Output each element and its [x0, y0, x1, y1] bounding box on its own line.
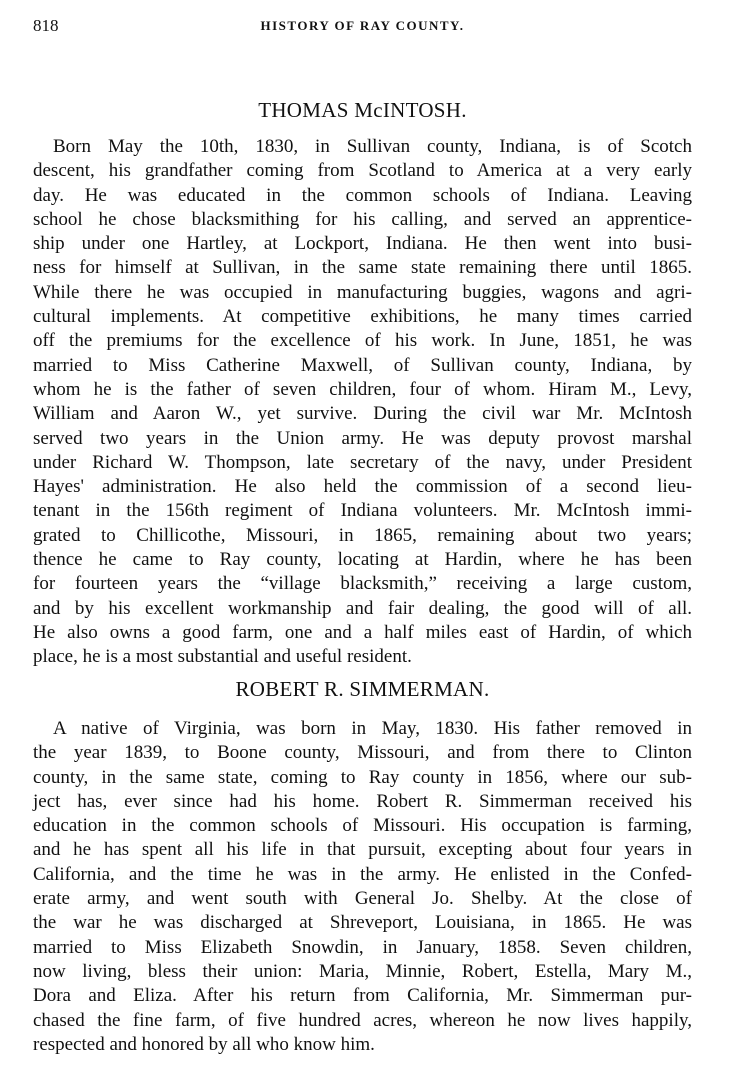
text-line: erate army, and went south with General Jo. Shelby. At the close of: [33, 888, 692, 910]
text-line: Born May the 10th, 1830, in Sullivan county, Indiana, is of Scotch: [53, 136, 692, 157]
text-line: thence he came to Ray county, locating at Hardin, where he has been: [33, 549, 692, 571]
text-line: day. He was educated in the common schools of Indiana. Leaving: [33, 184, 692, 206]
text-line: A native of Virginia, was born in May, 1830. His father removed in: [53, 718, 692, 739]
text-line: education in the common schools of Missouri. His occupation is farming,: [33, 815, 692, 837]
text-line: for fourteen years the “village blacksmith,” receiving a large custom,: [33, 573, 692, 595]
text-line: tenant in the 156th regiment of Indiana volunteers. Mr. McIntosh immi-: [33, 500, 692, 522]
text-line: now living, bless their union: Maria, Minnie, Robert, Estella, Mary M.,: [33, 960, 692, 982]
text-line: off the premiums for the excellence of his work. In June, 1851, he was: [33, 330, 692, 352]
text-line: respected and honored by all who know him.: [33, 1033, 375, 1055]
text-line: William and Aaron W., yet survive. During the civil war Mr. McIntosh: [33, 403, 692, 425]
text-line: California, and the time he was in the army. He enlisted in the Confed-: [33, 863, 692, 885]
text-line: married to Miss Catherine Maxwell, of Sullivan county, Indiana, by: [33, 354, 692, 376]
text-line: descent, his grandfather coming from Scotland to America at a very early: [33, 160, 692, 182]
text-line: ship under one Hartley, at Lockport, Indiana. He then went into busi-: [33, 233, 692, 255]
section-title-mcintosh: THOMAS McINTOSH.: [258, 98, 467, 122]
text-line: served two years in the Union army. He was deputy provost marshal: [33, 427, 692, 449]
page-number: 818: [33, 16, 59, 35]
text-line: and he has spent all his life in that pursuit, excepting about four years in: [33, 839, 692, 861]
text-line: He also owns a good farm, one and a half miles east of Hardin, of which: [33, 621, 692, 643]
section-title-simmerman: ROBERT R. SIMMERMAN.: [235, 677, 490, 701]
text-line: the year 1839, to Boone county, Missouri, and from there to Clinton: [33, 742, 692, 764]
text-line: the war he was discharged at Shreveport, Louisiana, in 1865. He was: [33, 912, 692, 934]
text-line: under Richard W. Thompson, late secretary of the navy, under President: [33, 451, 692, 473]
text-line: grated to Chillicothe, Missouri, in 1865, remaining about two years;: [33, 524, 692, 546]
text-line: married to Miss Elizabeth Snowdin, in January, 1858. Seven children,: [33, 936, 692, 958]
text-line: While there he was occupied in manufacturing buggies, wagons and agri-: [33, 281, 692, 303]
text-line: county, in the same state, coming to Ray county in 1856, where our sub-: [33, 766, 692, 788]
text-line: chased the fine farm, of five hundred acres, whereon he now lives happily,: [33, 1009, 692, 1031]
text-line: school he chose blacksmithing for his calling, and served an apprentice-: [33, 208, 692, 230]
text-line: Dora and Eliza. After his return from California, Mr. Simmerman pur-: [33, 985, 692, 1007]
paragraph-simmerman: [33, 717, 692, 1057]
text-line: ject has, ever since had his home. Robert R. Simmerman received his: [33, 790, 692, 812]
text-line: ness for himself at Sullivan, in the same state remaining there until 1865.: [33, 257, 692, 279]
text-line: and by his excellent workmanship and fair dealing, the good will of all.: [33, 597, 692, 619]
text-line: whom he is the father of seven children, four of whom. Hiram M., Levy,: [33, 378, 692, 400]
text-line: Hayes' administration. He also held the commission of a second lieu-: [33, 476, 692, 498]
paragraph-mcintosh: [33, 135, 692, 670]
text-line: place, he is a most substantial and useful resident.: [33, 646, 412, 668]
text-line: cultural implements. At competitive exhibitions, he many times carried: [33, 306, 692, 328]
running-title: HISTORY OF RAY COUNTY.: [260, 18, 465, 33]
running-header: [33, 16, 692, 38]
